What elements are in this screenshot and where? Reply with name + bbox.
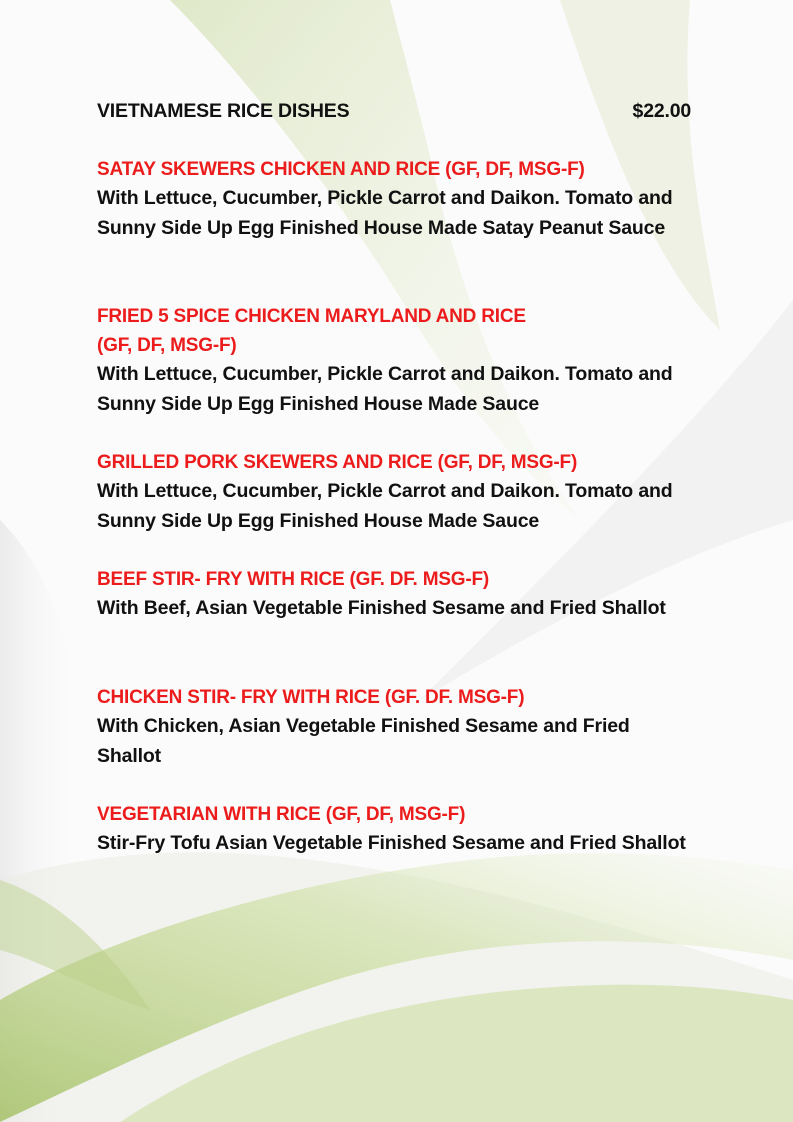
dish-name: FRIED 5 SPICE CHICKEN MARYLAND AND RICE (GF, DF, MSG-F) — [97, 306, 526, 356]
dish-description: Stir-Fry Tofu Asian Vegetable Finished Sesame and Fried Shallot — [97, 832, 686, 854]
section-price: $22.00 — [632, 100, 691, 122]
dish-item — [97, 448, 697, 536]
dish-item — [97, 800, 697, 859]
dish-name: GRILLED PORK SKEWERS AND RICE (GF, DF, MSG-F) — [97, 452, 578, 473]
dish-item — [97, 565, 697, 624]
dish-name: VEGETARIAN WITH RICE (GF, DF, MSG-F) — [97, 804, 466, 825]
dish-description: With Lettuce, Cucumber, Pickle Carrot and Daikon. Tomato and Sunny Side Up Egg Finished House Made Satay Peanut Sauce — [97, 187, 673, 239]
dish-name: BEEF STIR- FRY WITH RICE (GF. DF. MSG-F) — [97, 569, 490, 590]
dish-item — [97, 302, 697, 419]
dish-description: With Lettuce, Cucumber, Pickle Carrot and Daikon. Tomato and Sunny Side Up Egg Finished House Made Sauce — [97, 363, 673, 415]
section-title: VIETNAMESE RICE DISHES — [97, 100, 350, 122]
dish-item — [97, 155, 697, 243]
dish-item — [97, 683, 697, 771]
dish-name: CHICKEN STIR- FRY WITH RICE (GF. DF. MSG-F) — [97, 687, 525, 708]
dish-description: With Lettuce, Cucumber, Pickle Carrot and Daikon. Tomato and Sunny Side Up Egg Finished House Made Sauce — [97, 480, 673, 532]
dish-name: SATAY SKEWERS CHICKEN AND RICE (GF, DF, MSG-F) — [97, 159, 585, 180]
dish-description: With Beef, Asian Vegetable Finished Sesame and Fried Shallot — [97, 597, 666, 619]
section-header — [97, 100, 691, 123]
dish-description: With Chicken, Asian Vegetable Finished Sesame and Fried Shallot — [97, 715, 630, 767]
